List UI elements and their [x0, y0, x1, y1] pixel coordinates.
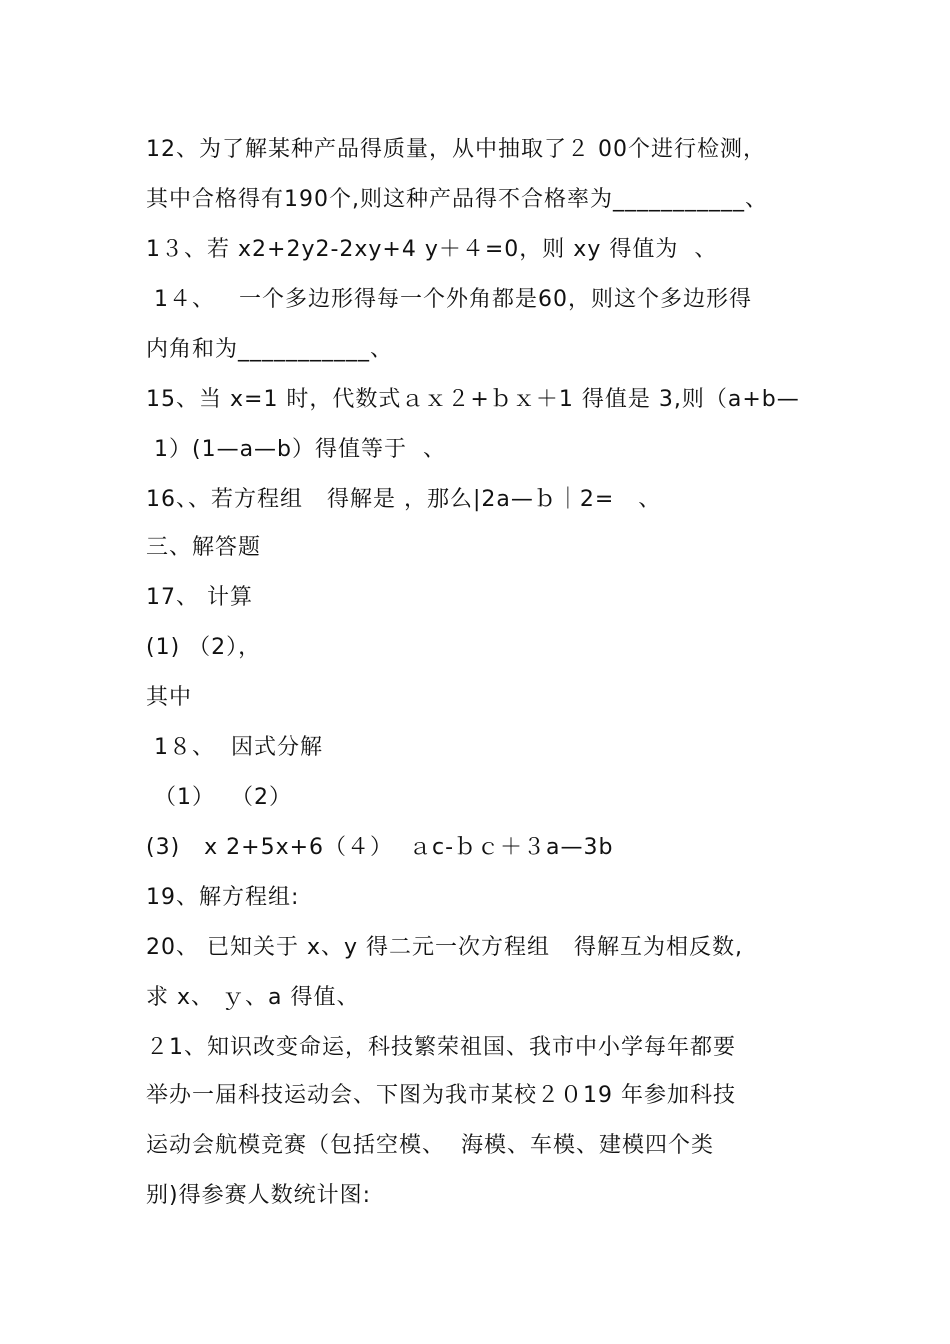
text-line-q17: 17、 计算	[146, 585, 253, 610]
text-line-q19: 19、解方程组:	[146, 885, 300, 910]
text-line-q17-items: (1) （2），	[146, 635, 262, 660]
text-line-q21-part4: 别)得参赛人数统计图:	[146, 1183, 371, 1208]
text-line-q21-part2: 举办一届科技运动会、下图为我市某校２０19 年参加科技	[146, 1083, 736, 1108]
text-line-q18-items-1-2: （1） （2）	[146, 785, 292, 810]
text-line-q20-part2: 求 x、 ｙ、a 得值、	[146, 985, 360, 1010]
text-line-q18: 1８、 因式分解	[146, 735, 323, 760]
text-line-q13: 1３、若 x2+2y2-2xy+4 y＋４=0，则 xy 得值为 、	[146, 237, 718, 262]
text-line-q20-part1: 20、 已知关于 x、y 得二元一次方程组 得解互为相反数,	[146, 935, 743, 960]
text-line-q15-part2: 1）(1—a—b）得值等于 、	[146, 437, 447, 462]
text-line-q12-part2: 其中合格得有190个,则这种产品得不合格率为___________、	[146, 187, 768, 212]
text-line-q17-where: 其中	[146, 685, 193, 710]
text-line-q21-part3: 运动会航模竞赛（包括空模、 海模、车模、建模四个类	[146, 1133, 714, 1158]
text-line-q21-part1: ２1、知识改变命运，科技繁荣祖国、我市中小学每年都要	[146, 1035, 736, 1060]
text-line-q12-part1: 12、为了解某种产品得质量，从中抽取了２ 00个进行检测，	[146, 137, 766, 162]
text-line-q16: 16、、若方程组 得解是 ，那么|2a—ｂ｜2= 、	[146, 487, 662, 512]
section-heading-answers: 三、解答题	[146, 535, 262, 560]
text-line-q14-part1: 1４、 一个多边形得每一个外角都是60，则这个多边形得	[146, 287, 752, 312]
text-line-q15-part1: 15、当 x=1 时，代数式ａｘ２+ｂｘ＋1 得值是 3,则（a+b—	[146, 387, 800, 412]
text-line-q18-items-3-4: (3) x 2+5x+6（４） ａc-ｂｃ＋３a—3b	[146, 835, 614, 860]
text-line-q14-part2: 内角和为___________、	[146, 337, 394, 362]
